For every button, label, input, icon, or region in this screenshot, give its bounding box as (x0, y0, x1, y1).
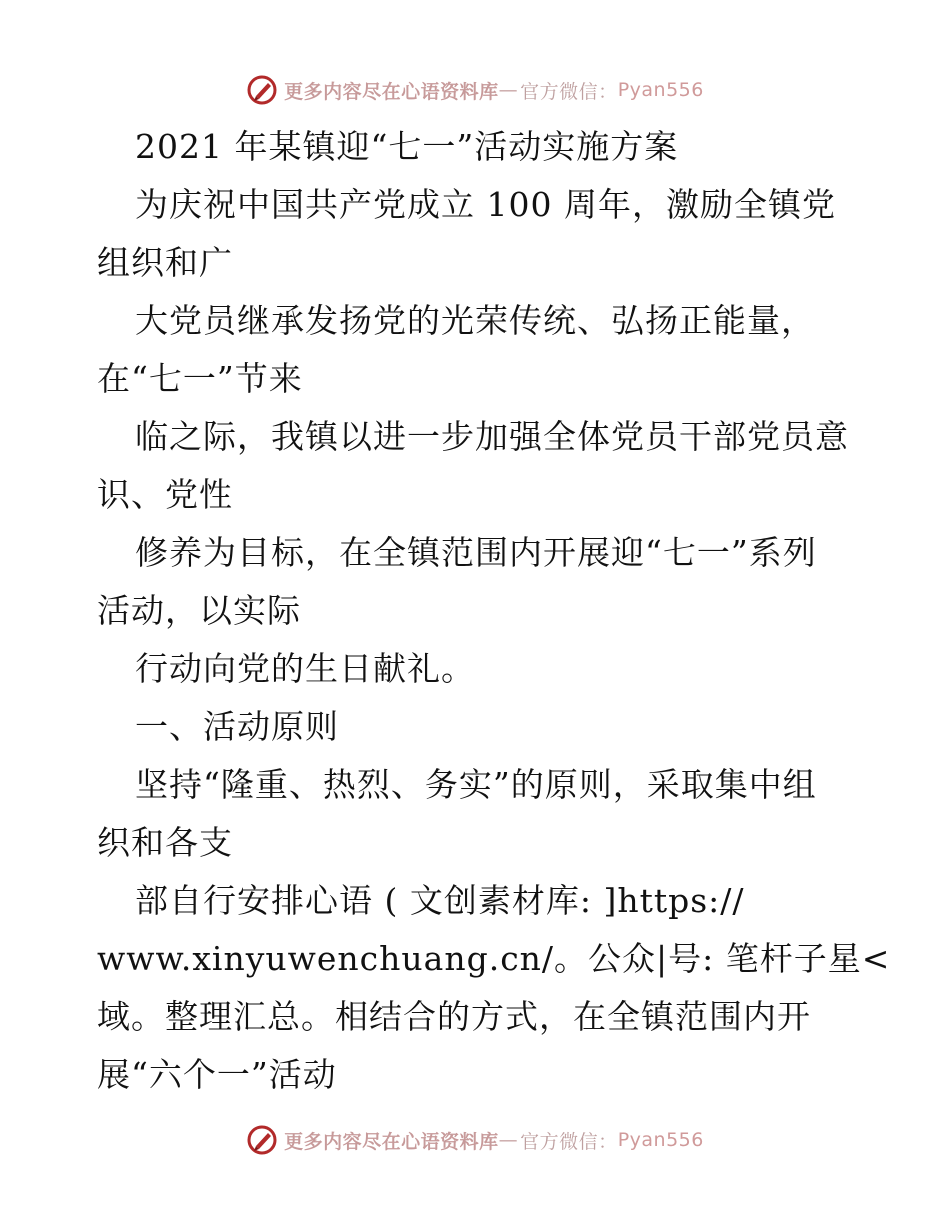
banner-wechat-label: 官方微信： (520, 1130, 618, 1153)
pen-logo-icon (246, 1124, 278, 1156)
banner-dash: — (498, 79, 519, 101)
document-line: 一、活动原则 (135, 707, 339, 746)
document-line: 修养为目标，在全镇范围内开展迎“七一”系列 (135, 533, 817, 572)
footer-watermark-banner (0, 1120, 950, 1160)
banner-wechat-label: 官方微信： (520, 80, 618, 103)
document-line: 行动向党的生日献礼。 (135, 649, 475, 688)
banner-account: Pyan556 (617, 79, 704, 101)
document-line: 组织和广 (97, 243, 233, 282)
document-line: 识、党性 (97, 475, 233, 514)
document-line: 2021 年某镇迎“七一”活动实施方案 (135, 127, 679, 166)
document-line: 展“六个一”活动 (97, 1055, 337, 1094)
document-line: www.xinyuwenchuang.cn/。公众|号: 笔杆子星< (97, 939, 891, 978)
banner-account: Pyan556 (617, 1129, 704, 1151)
header-watermark-banner (0, 70, 950, 110)
document-line: 为庆祝中国共产党成立 100 周年，激励全镇党 (135, 185, 836, 224)
document-line: 织和各支 (97, 823, 233, 862)
document-line: 活动，以实际 (97, 591, 301, 630)
document-line: 临之际，我镇以进一步加强全体党员干部党员意 (135, 417, 849, 456)
document-line: 域。整理汇总。相结合的方式，在全镇范围内开 (97, 997, 811, 1036)
pen-logo-icon (246, 74, 278, 106)
document-line: 大党员继承发扬党的光荣传统、弘扬正能量， (135, 301, 815, 340)
banner-dash: — (498, 1129, 519, 1151)
document-line: 在“七一”节来 (97, 359, 303, 398)
banner-site-text: 更多内容尽在心语资料库 (284, 1130, 499, 1153)
banner-site-text: 更多内容尽在心语资料库 (284, 80, 499, 103)
document-line: 部自行安排心语 ( 文创素材库: ]https:// (135, 881, 745, 920)
document-line: 坚持“隆重、热烈、务实”的原则，采取集中组 (135, 765, 817, 804)
document-body (97, 118, 891, 1104)
